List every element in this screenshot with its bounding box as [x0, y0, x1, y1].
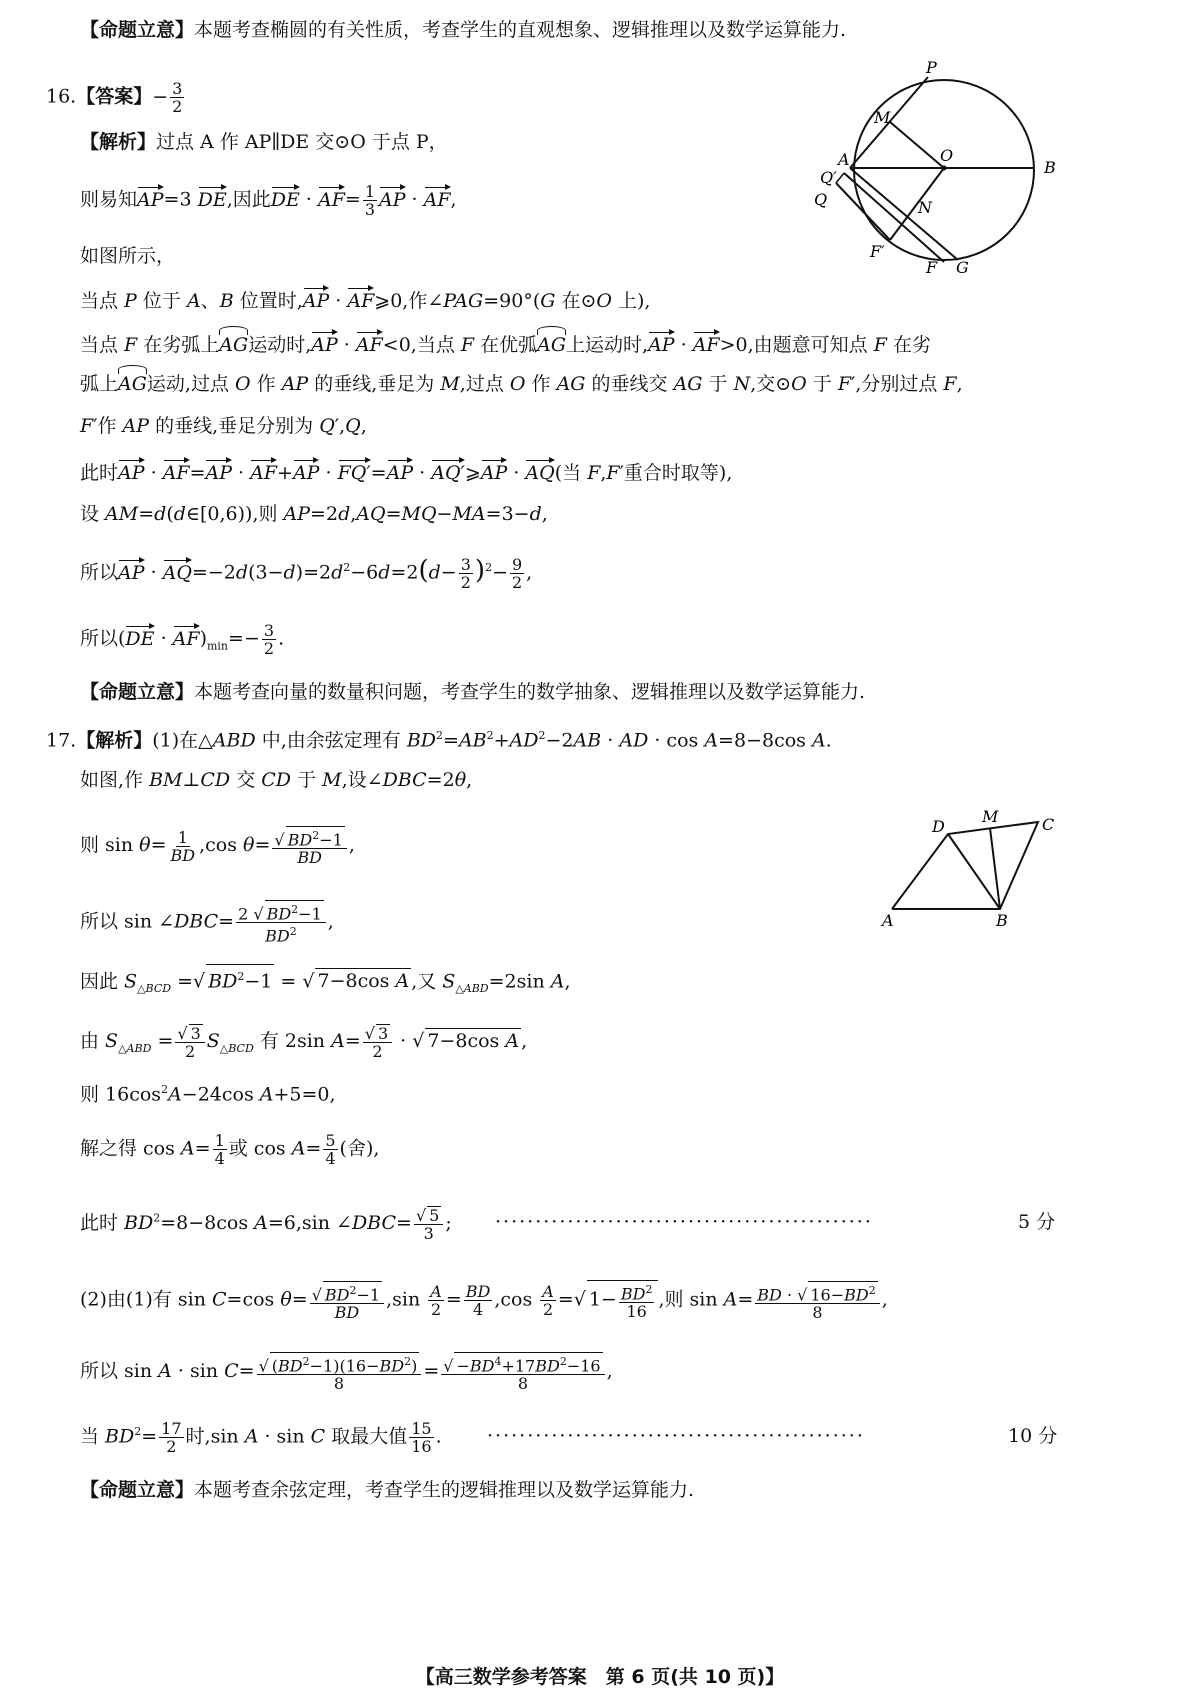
- q17-line-8: 解之得 cos A= $\frac{1}{4}$ 或 cos A= $\frac{5}{4}$ (舍),: [80, 1131, 380, 1168]
- q17-intent-line: [80, 1478, 694, 1502]
- fig1-label-B: B: [1044, 158, 1056, 177]
- q17-number: 17.: [46, 729, 77, 752]
- q17-line-1: 17.【解析】(1)在△ABD 中,由余弦定理有 $BD^2=AB^2+AD^2-2AB$ · AD · cos A=8−8cos A.: [46, 729, 832, 752]
- q17-line-10: (2)由(1)有 sin C=cos θ= $\frac{√ BD^2-1}{BD}$ ,sin $\frac{A}{2}$ = $\frac{BD}{4}$ ,cos $\frac{A}{2}$ =√ 1− $\frac{BD^2}{16}$ ,则 sin A= $\frac{BD \cdot √ 16-BD^2}{8}$ ,: [80, 1280, 888, 1321]
- q17-score-2: 10 分: [1008, 1425, 1058, 1447]
- q16-line-2: 则易知AP=3 DE,因此DE · AF= $\frac{1}{3}$ AP · AF,: [80, 182, 457, 219]
- q16-line-8: 此时AP · AF=AP · AF+AP · FQ′=AP · AQ′⩾AP · AQ(当 F,F′重合时取等),: [80, 458, 732, 485]
- intent-label: 【命题立意】: [80, 1479, 195, 1501]
- fig1-label-Q: Q: [814, 190, 828, 209]
- q16-line-10: 所以AP · $AQ=-2d(3-d)=2d^2-6d=2(d-$ $\frac{3}{2}$ )$^2$− $\frac{9}{2}$ ,: [80, 555, 533, 592]
- fig1-label-F-prime: F′: [870, 242, 885, 261]
- fig2-label-B: B: [996, 911, 1008, 930]
- fig2-label-C: C: [1042, 815, 1055, 834]
- fig1-label-O: O: [940, 146, 954, 165]
- q16-number: 16.: [46, 85, 77, 108]
- intent-label: 【命题立意】: [80, 681, 195, 703]
- q17-line-11: 所以 sin A · sin C= $\frac{√ (BD^2-1)(16-BD^2)}{8}$ = $\frac{√ -BD^4+17BD^2-16}{8}$ ,: [80, 1352, 613, 1392]
- q16-intent-line: [80, 680, 865, 704]
- fig2-label-M: M: [982, 807, 999, 826]
- q16-line-7: F′作 AP 的垂线,垂足分别为 Q′,Q,: [80, 415, 367, 437]
- q17-line-6: 由 $S_{\triangle ABD}$ = $\frac{√ 3}{2}$ $S_{\triangle BCD}$ 有 2sin A= $\frac{√ 3}{2}$ · √ 7−8cos A ,: [80, 1024, 528, 1061]
- q16-line-1: [80, 130, 448, 154]
- q17-quadrilateral-figure: [870, 800, 1070, 940]
- answer-label: 【答案】: [76, 85, 153, 108]
- q16-intent-text: 本题考查向量的数量积问题，考查学生的数学抽象、逻辑推理以及数学运算能力.: [194, 681, 866, 703]
- q17-line-4: 所以 sin ∠DBC= $\frac{2 √ BD^2-1}{BD^2}$ ,: [80, 900, 334, 945]
- fig1-label-G: G: [956, 258, 969, 277]
- q16-answer-line: [46, 80, 186, 115]
- q17-line-3: 则 sin θ= $\frac{1}{BD}$ ,cos θ= $\frac{√ BD^2-1}{BD}$ ,: [80, 827, 355, 868]
- page-footer: 【高三数学参考答案 第 6 页(共 10 页)】: [415, 1666, 785, 1688]
- fig1-label-Q-prime: Q′: [820, 168, 837, 187]
- intent-line-15: [80, 18, 846, 42]
- q17-line-7: 则 $16\cos^2A-24\cos$ A+5=0,: [80, 1083, 336, 1106]
- fig2-label-D: D: [932, 817, 945, 836]
- fig1-label-N: N: [918, 198, 932, 217]
- q17-line-5: 因此 $S_{\triangle BCD}$ =√ $BD^2-1$ = √ 7−8cos A ,又 $S_{\triangle ABD}=2\sin$ A,: [80, 964, 571, 1001]
- fig1-label-F: F: [926, 258, 938, 277]
- fig1-label-P: P: [926, 58, 937, 77]
- q17-line-2: 如图,作 BM⊥CD 交 CD 于 M,设∠DBC=2θ,: [80, 769, 473, 791]
- q16-line-4: 当点 P 位于 A、B 位置时,AP · AF⩾0,作∠PAG=90°(G 在⊙O 上),: [80, 286, 650, 313]
- q17-score-1: 5 分: [1018, 1211, 1056, 1233]
- q16-line-5: 当点 F 在劣弧上AG运动时,AP · AF<0,当点 F 在优弧AG上运动时,AP · AF>0,由题意可知点 F 在劣: [80, 330, 931, 357]
- fig1-label-M: M: [874, 108, 891, 127]
- intent-text: 本题考查椭圆的有关性质，考查学生的直观想象、逻辑推理以及数学运算能力.: [194, 19, 847, 41]
- analysis-label: 【解析】: [76, 729, 153, 752]
- q17-dots-2: ···············································: [487, 1425, 865, 1447]
- q17-line-12: 当 $BD^2=$ $\frac{17}{2}$ 时,sin A · sin C 取最大值 $\frac{15}{16}$ .: [80, 1419, 442, 1456]
- q17-intent-text: 本题考查余弦定理，考查学生的逻辑推理以及数学运算能力.: [194, 1479, 695, 1501]
- q16-answer-value: − $\frac{3}{2}$: [152, 79, 183, 116]
- intent-label: 【命题立意】: [80, 19, 195, 41]
- q16-line-6: 弧上AG运动,过点 O 作 AP 的垂线,垂足为 M,过点 O 作 AG 的垂线交 AG 于 N,交⊙O 于 F′,分别过点 F,: [80, 373, 963, 395]
- q16-circle-figure: [810, 55, 1070, 285]
- analysis-label: 【解析】: [80, 131, 157, 153]
- q16-l1: 过点 A 作 AP∥DE 交⊙O 于点 P，: [156, 131, 448, 153]
- q16-line-11: 所以$(DE \cdot AF)_{min}=-$ $\frac{3}{2}$ .: [80, 621, 285, 658]
- fig2-label-A: A: [882, 911, 894, 930]
- q16-line-9: 设 AM=d(d∈[0,6)),则 AP=2d,AQ=MQ−MA=3−d,: [80, 503, 548, 525]
- q16-line-3: 如图所示，: [80, 245, 176, 267]
- q17-dots-1: ···············································: [495, 1211, 873, 1233]
- q17-line-9: 此时 $BD^2=8-8\cos$ A=6,sin ∠DBC= $\frac{√ 5}{3}$ ;: [80, 1206, 452, 1243]
- fig1-label-A: A: [838, 150, 850, 169]
